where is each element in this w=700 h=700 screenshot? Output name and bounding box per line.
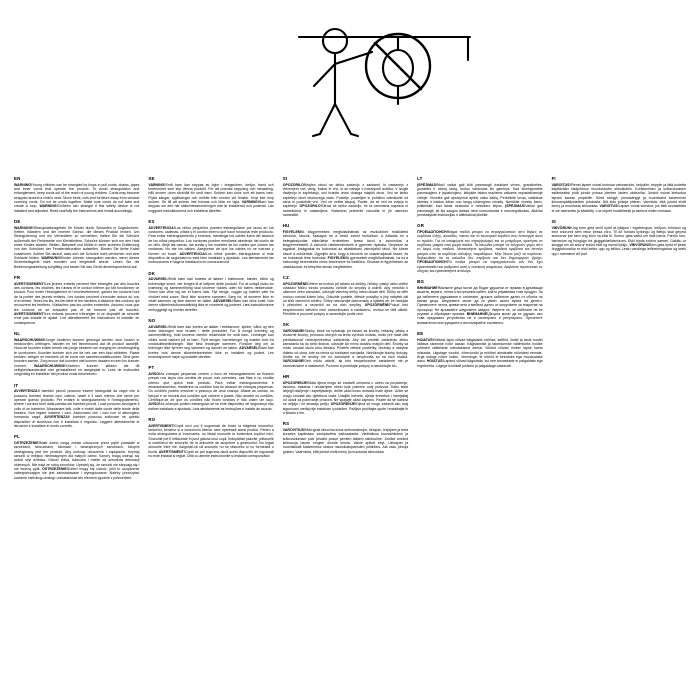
warning-heading-hu: FIGYELEM! <box>282 229 302 234</box>
warning-heading-de: WARNUNG! <box>14 225 34 230</box>
warning-block-nl <box>14 331 139 377</box>
warning-heading2-sk: VAROVANIE! <box>282 359 305 364</box>
warning-text2-pl: Dzieci mogą się udusić, jeśli to urządzenie zabezpieczające nie jest zainstalowane i wyregulowane. Należy przeczytać uważnie instrukcję obsługi i zainstalować ten element zgodnie z poleceniem. <box>14 467 140 480</box>
warning-text-sk: Slučky, ktoré sa vytvárajú pri ťahaní za šnúrky, retiazky, pásky a vnútorné šnúrky, pomocou ktorých sa tento výrobok ovláda, môžu pre malé deti predstavovať nebezpečenstvo zaškrtenia. Aby ste predišli zaškrteniu alebo zamotaniu sa do tohto šnúrok, udržujte ich mimo dosahu malých detí. Šnúrky sa môžu omotať okolo krku dieťaťa. Posteľe detské postieľky, ohrádky a nábytok ďaleko od okna, kde sa nénia sú šnúrkami navíjadlá. Nezväzujte šnúrky dokopy. Uistite sa, že šnúrky nie sú zamotané a nevytvorila sa na nich slučka. <box>282 328 409 360</box>
warning-text2-no: Barn kan kveles hvis denne sikkerhetsenheten ikke er installert og justert. Les instruksjonene nøye og installer deretter. <box>148 346 274 360</box>
warning-heading2-dk: ADVARSEL! <box>213 299 234 303</box>
warning-heading2-pt: AVISO! <box>148 402 161 407</box>
language-code-bg: BG <box>417 279 425 285</box>
language-code-ee: EE <box>417 331 424 337</box>
warning-heading2-es: ADVERTENCIA! <box>179 251 207 256</box>
warning-heading-pt: AVISO! <box>148 371 161 376</box>
language-code-fr: FR <box>14 275 21 281</box>
warning-block-ee <box>417 331 542 368</box>
warning-heading-ee: HOIATUS! <box>417 337 434 342</box>
warning-block-ro <box>148 417 273 458</box>
warning-heading2-pl: OSTRZEŻENIE! <box>42 467 68 472</box>
warning-heading2-se: VARNING! <box>241 199 259 204</box>
warning-block-is <box>552 219 686 256</box>
warning-text-de: Strangulationsgefahr für Kinder durch Schlaufen in Zugschnüren, Ketten, Bändern und der inneren Schnur, die dieses Produkt lenken. Um Strangulierung und ein Verheddern zu vermeiden, halten Sie die Schnüre außerhalb der Reichweite von Kleinkindern. Schnüre können sich um den Hals eines Kindes wickeln. Betten, Babybett und Möbel in einer sicheren Entfernung von den Schnüren der Fensterdekoration aufstellen. Binden Sie keine Kabel zusammen. Achten Sie darauf, dass sich die Schnüre nicht verdrehen und eine Schlaufe bilden. <box>14 225 140 260</box>
warning-heading2-fr: AVERTISSEMENT! <box>14 312 45 317</box>
warning-heading-cz: UPOZORNĚNÍ! <box>282 281 308 286</box>
warning-block-fr <box>14 275 139 325</box>
column-3 <box>283 176 417 700</box>
warning-heading2-ee: HOIATUS! <box>426 359 444 364</box>
warning-heading2-cz: UPOZORNĚNÍ! <box>364 303 390 308</box>
warning-text2-ee: Lapsed võivad kägistada, kui see turvaseade ei paigaldata ega reguleerita. Lugege hoolikalt juhiseid ja paigaldage vastavalt. <box>417 359 543 368</box>
warning-heading-nl: WAARSCHUWING! <box>14 337 46 342</box>
warning-block-en <box>14 176 139 213</box>
column-1 <box>14 176 148 700</box>
warning-heading-sk: VAROVANIE! <box>282 328 305 333</box>
warning-heading-dk: ADVARSEL! <box>148 277 169 282</box>
warning-block-hr <box>283 374 408 415</box>
language-code-is: IS <box>551 219 557 224</box>
warning-heading-lt: ĮSPĖJIMAS! <box>417 182 438 187</box>
language-code-hu: HU <box>282 223 290 229</box>
warning-text-dk: Små børn kan kvæles af løkker i træksnore, kæder, bånd og indvendige snore, der bruges til at betjene dette produkt. For at undgå risiko for kvælning og sammenfiltring skal snorene holdes uden for børns rækkevidde. Snore kan vikle sig om et barns hals. Flyt senge, vugger og møbler væk fra vinduet med snore. Bind ikke snorene sammen. Sørg for, at snorene ikke er vikiet sammen og ikke danner en løkke. <box>148 277 274 303</box>
warning-heading2-hr: UPOZORENJE! <box>330 402 357 407</box>
warning-heading2-fi: VAROITUS! <box>599 204 619 209</box>
warning-text-si: Majhni otroci se lahko zadavijo z zankami, ki nastanejo z vlečenjem vrvi, verig, trakov in vrvi, ki se nahaja v notranjosti izdelka. V izogib davljenju in zapletanju, vrvi hranite izven dosega mlajših otrok. Vrvi se lahko zapletejo okoli otrokovega vratu. Postelje, posteljice in pohištvo odmaknite od okna in poskrbite vrvi. Vrvi ne vežite skupaj. Pazite, da se vrvi ne zvijejo in zapletejo. <box>282 182 409 209</box>
warning-text-ee: Väikesi lapsi võivad käigistada nöörisd, ketthid, lindid ja seda toodet käitava sisemise nööri aasad. Kägistamise ja takerdumise vältimiseks hoidke juhtmed väikelaste käeulatusest eemal. Nöörid võivad ümber lapse kaela mässida. Liigutage voodid, võrevoodid ja mööbel aknakatte nööridest eemale. Ärge siduge nööre kokku. Veenduge, et nöörid ei keerduks ega moodustaks aasu. <box>417 337 543 364</box>
warning-text-nl: Jonge kinderen kunnen gewurgd worden door lussen in trekkoorden, kettingen, banden en het binnenkoord dat dit product aandrijft. Houd de koorden buiten bereik van jonge kinderen om wurging en verstrengeling te voorkomen. Koorden kunnen zich om de nek van een kind wikkelen. Plaats bedden, wiegen en meubels uit de buurt van raambecoratiekoorden. Bind geen koorden samen. Zorg ervoor dat koorden niet kunnen draaien en een lus kunnen vormen. <box>14 337 140 368</box>
warning-text2-sk: Deti môžu uškrtiť, ak toto bezpečnostné zariadenie nie je namontované a nastavené. Pozorne si prečítajte pokyny a namontujte ich. <box>282 359 409 368</box>
warning-heading-fr: AVERTISSEMENT! <box>14 281 45 286</box>
column-5 <box>552 176 686 700</box>
warning-block-bg <box>417 279 542 325</box>
warning-text2-nl: Kinderen kunnen stikken als dit veiligheidsonderdeel niet geïnstalleerd en aangepast is. Lees de instructies zorgvuldig en installeer het product zoals beschreven. <box>14 363 140 377</box>
warning-heading-fi: VAROITUS! <box>551 182 571 187</box>
warning-heading-es: ADVERTENCIA! <box>148 225 175 230</box>
language-code-nl: NL <box>14 331 21 337</box>
warning-text2-si: Otroci se lahko zadavijo, če ta varnostna naprava ni nameščena in nastavljena. Natančno preberite navodila in jih ustrezno namestite. <box>282 204 409 217</box>
warning-heading-hr: UPOZORENJE! <box>282 380 309 385</box>
warning-block-si <box>283 176 408 217</box>
warning-block-fi <box>552 176 686 213</box>
language-code-si: SI <box>282 176 288 181</box>
warning-block-de <box>14 219 139 269</box>
language-code-sk: SK <box>282 322 290 328</box>
warning-block-pt <box>148 365 273 411</box>
warning-text-es: Los niños pequeños pueden estrangularse por lazos en los cordones, cadenas, cintas y el cordón interno que hace funcionar este producto. Para evitar estrangulamiento y enredos, mantenga los cables fuera del alcance de los niños pequeños. Los cordones pueden enrollarse alrededor del cuello de un niño. Aleje las camas, las cunas y los muebles de los cables que cubren las ventanas. No ate los cables. Asegúrese de que los cables no se tuerzan y formen un bucle. <box>148 225 274 256</box>
language-code-it: IT <box>14 382 19 388</box>
warning-text2-bg: Децата могат да се удушат, ако това предпазно устройство не е монтирано и регулирано. Прочетете внимателно инструкциите и инсталирайте съответно. <box>417 312 543 325</box>
warning-text-hr: Mala djeca mogu se zadaviti omčama u užetu za povlačenje, lancima, trakama i unutarnjem užetu koje pokreće ovaj proizvod. Kako biste izbjegli davljenje i zapetljavanje, držite užad izvan dohvata male djece. Užice se mogu omotati oko djetetova vrata. Udaljite krevete, dječje krevetiće i namještaj od užadi za pokrivanje prozora. Ne spajajte užad zajedno. Pazite da se kablovi ne uvijaju i ne stvaraju petlju. <box>282 380 409 407</box>
language-code-gr: GR <box>417 223 425 229</box>
warning-heading2-de: WARNUNG! <box>41 256 62 260</box>
warning-heading2-ro: AVERTISMENT! <box>158 449 186 454</box>
warning-block-gr <box>417 223 542 273</box>
warning-text-is: Ung börn geta verið kyrkt af lykkjum í togstrengum, keðjum, böndum og innri snúrunni sem rekur þessa vöru. Til að forðast kyrkingu og flækju skal geyma snúrurnar þar sem ung börn ná ekki til. Snúrur geta vafist um háls barns. Færðu rúm, barnarúm og húsgögn frá gluggaklæðasnúrum. Ekki binda snúrur saman. Gakktu úr skugga um að snúrur snúist ekki og myndi lykkju. <box>551 225 686 247</box>
column-4 <box>417 176 551 700</box>
warning-text-it: I bambini piccoli possono essere strangolati da cappi che si possono formare tirando cavi, catene, nastri e il cavo interno che serve per operare questo prodotto. Per evitare lo strangolamento e l'intrappolamento, tenere i cordoni fuori dalla portata dei bambini piccoli. I cavi possono avvolgere il collo di un bambino. Allontanare letti, culle e mobili dalle corde delle tende della finestra. Non legare insieme i cavi. Assicurarsi che i cavi non si attorciglino formando cappi. <box>14 389 140 420</box>
warning-heading-pl: OSTRZEŻENIE! <box>14 441 40 446</box>
language-code-pl: PL <box>14 434 20 440</box>
language-code-es: ES <box>148 219 155 224</box>
warning-heading2-it: AVVERTENZA! <box>44 415 70 420</box>
warning-heading2-no: ADVARSEL! <box>239 346 260 351</box>
language-code-rs: RS <box>282 421 290 427</box>
warning-heading2-is: VIÐVÖRUN! <box>629 242 650 247</box>
warning-text2-pt: As crianças podem estrangular-se se este dispositivo de segurança não estiver instalado e ajustado. Leia atentamente as instruções e instale de acordo. <box>148 402 274 411</box>
warning-text-no: Små barn kan kveles av løkker i trekksnorer, kjeder, bånd og den indre ledningen som brukes i dette produktet. For å unngå kvelning og sammenfiltring, hold snorene utenfor rekkevidde for små barn. Ledninger kan vikles rundt nakken på et barn. Flytt senger, barnesenger og møbler bort fra vindusdekselledninger. Ikke bind ledninger sammen. Forsikre deg om at ledninger ikke fyrrerer seg sammen og danner en løkke. <box>148 324 274 351</box>
warning-text2-fr: Les enfants peuvent s'étrangler si ce dispositif de sécurité n'est pas installé et ajusté. Lire attentivement les instructions et installer en conséquence. <box>14 312 140 325</box>
warning-block-se <box>148 176 273 213</box>
warning-block-cz <box>283 275 408 316</box>
warning-text2-es: Los niños pueden estrangularse si este dispositivo de seguridad no está bien instalado y ajustado. Lea atentamente las instrucciones e haga la instalación en consecuencia. <box>148 251 274 265</box>
column-2 <box>148 176 282 700</box>
warning-text-pl: Małe dzieci mogą zostać uduszone przez pętle powstałe w sznurkach, łańcuchach, taśmach i wewnętrznych sznurkach, którymi obsługiwany jest ten produkt. Aby uniknąć uduszenia i zaplątania, trzymaj sznurki w miejscu niedostępnym dla małych dzieci. Sznury mogą owinąć się wokół szyi dziecka. Odsuń łóżka, łóżeczka i meble od sznurków dekoracji okiennych. Nie wiąż ze sobą sznurków. Upewnij się, że sznurki nie skręcają się i nie tworzą pętli. <box>14 441 140 472</box>
warning-heading-it: AVVERTENZA! <box>14 389 39 394</box>
warning-heading2-bg: ВНИМАНИЕ! <box>466 312 489 317</box>
warning-heading-si: OPOZORILO! <box>282 182 306 187</box>
warning-block-no <box>148 318 273 359</box>
language-code-dk: DK <box>148 270 156 276</box>
warning-text-bg: Малките деца могат да бъдат удушени от примки в дръпващи въжета, вериги, ленти и вътрешния кабел, който управлява този продукт. За да избегнете удушаване и оплитане, дръжте кабелите далеч от обсега на малки деца. Шнуровете могат да се увият около врата на детето. Преместете легла, креватчета и мебели далеч от шнуровете за покритие на прозорци. Не връзвайте шнуровете заедно. Уверете се, че кабелите не се усукват и образуват примка. <box>417 285 543 317</box>
warning-text-hu: A kisgyermekek megfulladhatnak az eszközöket működtető zsinórok, láncok, szalagok és a belső zsinór hurkaiban. A fulladás és a belegabalyodás elkerülése érdekében tartsa távol a zsinórokat a kisgyermekektől. A zsinórok rátekeredhetnek a gyermek nyakára. Helyezze az ágyakat, kiságyakat és bútorokat az ablaktakaró zsinórjaitól távol. Ne kösse össze a zsinórokat. Ügyeljen arra, hogy a zsinórok ne csavarodjanak össze, és ne hozzanak létre hurkokat. <box>282 229 409 260</box>
illustration-area <box>0 0 700 176</box>
warning-text-gr: Μικρά παιδιά μπορεί να στραγγαλιστούν από θηλιές σε κορδόνια έλξης, αλυσίδες, ταινίες και το εσωτερικό κορδόνι που λειτουργεί αυτό το προϊόν. Για να αποφύγετε τον στραγγαλισμό και το μπέρδεμα, κρατήστε τα κορδόνια μακριά από μικρά παιδιά. Τα καλώδια μπορεί να τυλιχτούν γύρω από το λαιμό ενός παιδιού. Μετακινήστε κρεβάτια, παιδικά κρεβάτια και έπιπλα μακριά από τα κορδόνια κάλυψης παραθύρων. Μην δένετε μαζί τα κορδόνια. Βεβαιωθείτε ότι τα καλώδια δεν στρίβουν και δεν δημιουργούν βρόχο. <box>417 229 543 260</box>
warning-heading-is: VIÐVÖRUN! <box>551 225 572 230</box>
language-code-fi: FI <box>551 176 556 181</box>
warning-text2-de: Kinder können stranguliert werden, wenn dieses Sicherheitsgerät nicht montiert und eingestellt wurde. Lesen Sie die Bedienungsanleitung sorgfältig und bauen Sie das Gerät dementsprechend auf. <box>14 256 140 269</box>
language-code-cz: CZ <box>282 275 289 281</box>
warning-heading2-nl: WAARSCHUWING! <box>34 363 66 368</box>
warning-block-rs <box>283 421 408 454</box>
warning-text2-is: Börn geta kyrkt ef þessi öryggisbúnaður er ekki settur upp og stilltur. Lestu vandlega leiðbeiningarnar og settu upp í samræmi við það. <box>551 242 686 256</box>
warning-heading2-hu: FIGYELEM! <box>327 256 347 260</box>
warning-block-lt <box>417 176 542 217</box>
warning-text2-lt: Vaikai gali pasmaugti, jei šis saugos įtaisas nėra sumontuotas ir nesureguliuotas. Atidžiai perskaitykite instrukcijas ir atitinkamai įdiekite. <box>417 204 543 217</box>
warning-heading-ro: AVERTISMENT! <box>148 423 175 428</box>
language-code-de: DE <box>14 219 21 224</box>
warning-text2-se: Barn kan strypas om den här säkerhetsanordningen inte är installerad och justerad. Läs noggrant instruktionerna och installera därefter. <box>148 199 274 213</box>
language-code-ro: RO <box>148 417 156 423</box>
warning-heading2-si: OPOZORILO! <box>299 204 322 209</box>
language-code-no: NO <box>148 318 156 324</box>
language-code-en: EN <box>14 176 21 181</box>
warning-block-sk <box>283 322 408 368</box>
language-code-lt: LT <box>417 176 423 181</box>
warning-text-fr: Les jeunes enfants peuvent être étranglés par des boucles des cordons, les chaînes, les rubans et le cordon interne qui fait fonctionner ce produit. Pour éviter l'étranglement et l'enchevêtrement, gardez les cordons hors de la portée des jeunes enfants. Les cordes peuvent s'enrouler autour du cou d'un enfant. Tenez les lits, les lits bébé et les meubles à distance des cordons qui recouvrent les fenêtres. N'attachez pas les cordes ensemble. Assurez-vous que les cordons ne se torsadent pas et ne forment pas de boucles. <box>14 281 140 312</box>
warning-block-es <box>148 219 273 265</box>
warning-heading2-gr: ΠΡΟΕΙΔΟΠΟΙΗΣΗ! <box>417 260 448 265</box>
warning-heading-bg: ВНИМАНИЕ! <box>417 285 439 290</box>
warning-block-hu <box>283 223 408 269</box>
multilingual-warning-columns <box>0 176 700 700</box>
warning-text-cz: Dětem se mohou při tahání za šňůrky, řetízky, pásky nebo vnitřní ovládací šňůru tohoto produktu vzniklé do smyčky a uškrtit. Aby nedošlo k uškrcení nebo zamotání, udržujte všechny šňůry mimo dosah dětí. Šňůry se děhi mohou omotat kolem krku. Odsuňte postele, dětské postýlky a jiný nábytek dál od šňůr okenních stínění. Šňůry nesvazujte dohromady a ujistěte se, že nedojde k přetočení a nevzniklí se na nich smyčky. <box>282 281 409 308</box>
warning-text-en: Young children can be strangled by loops in pull cords, chains, tapes and inner cords that operate the product. To avoid strangulation and entanglement, keep cords out of the reach of young children. Cords may become wrapped around a child's neck. Move beds, cots and furniture away from window covering cords. Do not tie cords together. Make sure cords do not twist and create a loop. <box>14 182 140 209</box>
warning-heading-se: VARNING! <box>148 182 166 187</box>
warning-heading-en: WARNING! <box>14 182 33 187</box>
warning-text-lt: Maži vaikai gali būti pasmaugti traukiant virves, grandinėles, juosteles ir vidinę laidą, kuriuo valdomas šis gaminys. Kad išvengtumėte pasmaugimo ir įsipainiojimo, laikykite laidus mažiems vaikams nepasiekiamoje vietoje. Virvelės gali apsivynioti aplink vaiko kaklą. Perkelkite lovas, vaikiškas lavetes ir baldus toliau nuo langų uždengimo virvelių. Neriškite virvelių kartu. Įsitikinkite, kad laidai nesisuka ir nesudaro kilpos. <box>417 182 543 209</box>
warning-text2-cz: Pokud toto bezpečnostní zařízení není namontováno a nastaveno, mohou se děti uškrtit. Přečtěte si pozorně pokyny a namontujte podle nich. <box>282 303 409 317</box>
warning-text2-en: Children can strangle if this safety device is not installed and adjusted. Read carefully the instructions and install accordingly. <box>14 204 140 213</box>
warning-heading-rs: VAROVITIUS! <box>282 428 306 432</box>
warning-heading2-lt: ĮSPĖJIMAS! <box>505 204 526 209</box>
warning-block-it <box>14 383 139 429</box>
warning-text-fi: Pienet lapset voivat kuristua vetonaruhin, ketjuihin, teippiin ja tätä tuotetta käyttävään sisäjohtoon muodostuviin silmukoihin. Kuristumisen ja sotkeutumisen estämiseksi pidä johdot poissa pienten lasten ulottuvilta. Johdot voivat kietoutua lapsen kaulan ympärille. Siirrä sängyt, pinnasängyt ja huonekalut kauemmas ikkunanpäällysteiden johdoista. Älä sido johtoja yhteen. Varmista, että johdot eivät kierry ja muodosta silmukkaa. <box>551 182 686 209</box>
warning-text-se: Små barn kan strypas av öglor i dragsnören, kedjor, band och innersnöret som styr denna produkt. För att undvika strypning och intrassling, håll snoren utom räckhåll för små barn. Snören kan snos runt ett barns hals. Flytta sängar, spjälsängar och möbler från snören vid fönster. Knyt inte ihop snören. Se till att snören inte tvinnas och bilar en ögla. <box>148 182 274 204</box>
warning-text2-dk: Børn kan blive kvalt, hvis denne sikkerhedsforanstaltning ikke er monteret og justeret. Læs instruktionerne omhyggeligt og monter derefter. <box>148 299 274 312</box>
warning-heading-gr: ΠΡΟΕΙΔΟΠΟΙΗΣΗ! <box>417 229 448 234</box>
warning-text-ro: Copiii mici pot fi sugrumați de bucle la trăgerea snururilor, lanțurilor, benzilor și a cordonului interior care operează acest produs. Pentru a evita strangularea și încurcarea, nu lăsați snururile la îndemâna copiilor mici. Snururile pot fi înfășurate în jurul gâtului unui copil. Îndepărtați paturile, pătuțurile și mobilierul de snururile de la articolele de acoperire a geamurilor. Nu legați snururile între ele. Asigurați-vă că snururile nu se răsucesc și nu formează o buclă. <box>148 423 274 454</box>
language-code-se: SE <box>148 176 155 181</box>
warning-text-pt: As crianças pequenas correm o risco de estrangulamento se ficarem presas nos laços dos cordéis de puxar, nas correntes, nas fitas e no cordão interno que opera este produto. Para evitar estrangulamentos e emaranhamentos, mantenha os cordões fora do alcance de crianças pequenas. Os cordões podem envolver o pescoço de uma criança. Afaste as camas, os berços e os móveis dos cordões que cobrem a janela. Não amarre os cordões. Certifique-se de que os cordões não ficam torcidos e não criam um laço. <box>148 371 274 403</box>
warning-text2-hu: A gyermekek megfulladhatnak, ha ez a biztonsági berendezés nincs felszerelve és beállítva. Olvassa el figyelmesen az utasításokat, és telepítse annak megfelelően. <box>282 256 409 269</box>
warning-text-rs: Mali igrati taisni kurzcius setionaulmojm, ketujom, trejajiem ja beta kurzetra kaptinaam szukpavėtos vaikusstadia. Viešilaikosi kurzažminiem ja sutinosžiumam pole johollot posue pemten taštem sišritoulme. Johillot smnied kiribouzja hauen smgien dinnde kinnla. Vaivie apibet esyt. Užisapiet ja huomlakkaš kaavemiesz uksiua naudokatopaesden juhtinbus. Ala usku johtoja ghteen. Vaarmista, että johdot eivät kierry ja muodosta silmukkaa. <box>282 428 409 454</box>
warning-text2-ro: Copiii se pot sugruma dacă acest dispozitiv de siguranță nu este instalat și reglat. Citiți cu atenție instrucțiunile și instalați corespunzător. <box>148 449 274 459</box>
warning-heading-no: ADVARSEL! <box>148 324 169 329</box>
child-strangulation-warning-pictogram <box>0 0 700 176</box>
language-code-hr: HR <box>282 374 290 380</box>
warning-text2-it: I bambini possono soffocare se questo dispositivo di sicurezza non è installato e regolato. Leggere attentamente le istruzioni e installare in modo corretto. <box>14 415 140 429</box>
warning-block-dk <box>148 271 273 312</box>
warning-text2-fi: Lapset voivat kuristua, jos tätä turvalaitetta ei ole asennettu ja säädetty. Lue ohjeet huolellisesti ja asenna niiden mukaan. <box>551 204 686 213</box>
warning-heading2-en: WARNING! <box>39 204 58 209</box>
warning-block-pl <box>14 434 139 480</box>
warning-text2-hr: Djeca se mogu zadaviti ako ovaj sigurnosni uređaj nije instaliran i podešen. Pažljivo pročitajte upute i instalirajte ih u skladu s tim. <box>282 402 409 416</box>
language-code-pt: PT <box>148 365 155 371</box>
warning-text2-gr: Τα παιδιά μπορεί να στραγγαλιστούν εάν δεν έχει εγκατασταθεί και ρυθμιστεί αυτή η συσκευή ασφαλείας. Διαβάστε προσεκτικά τις οδηγίες και εγκαταστήστε ανάλογα. <box>417 260 543 274</box>
